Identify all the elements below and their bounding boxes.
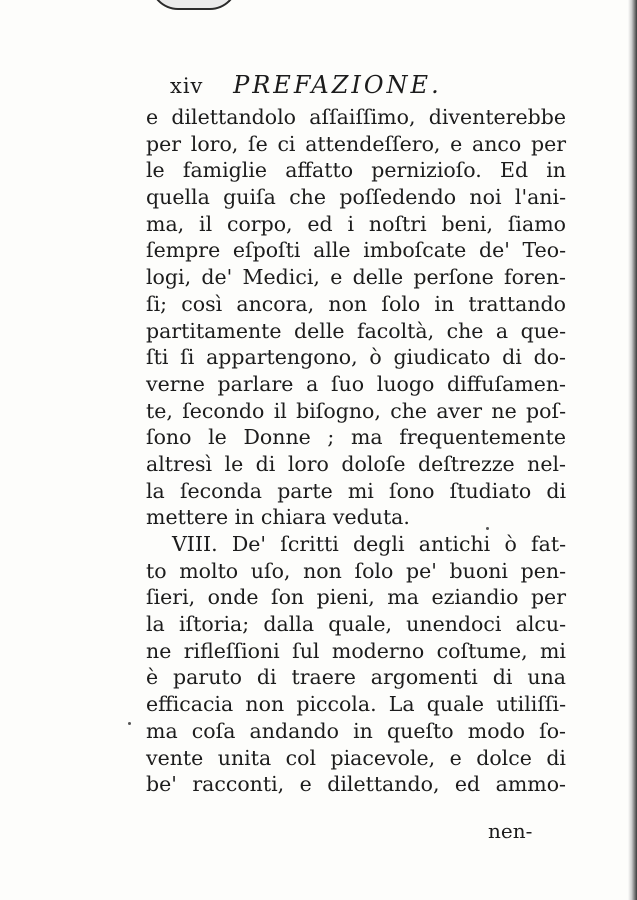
paragraph-end-line: mettere in chiara veduta.: [146, 505, 410, 530]
text-line: to molto uſo, non ſolo pe' buoni pen-: [146, 558, 566, 583]
text-line: ma coſa andando in queſto modo ſo-: [146, 718, 566, 743]
text-line: te, ſecondo il biſogno, che aver ne poſ-: [146, 398, 566, 423]
page-number: xiv: [170, 74, 204, 98]
text-line: ſti ſi appartengono, ò giudicato di do-: [146, 345, 566, 370]
text-line: ſono le Donne ; ma frequentemente: [146, 425, 566, 450]
catchword: nen-: [488, 819, 533, 843]
text-line: quella guiſa che poſſedendo noi l'ani-: [146, 185, 566, 210]
text-line: ſi; così ancora, non ſolo in trattando: [146, 291, 566, 316]
text-line: la iſtoria; dalla quale, unendoci alcu-: [146, 612, 566, 637]
text-line: partitamente delle facoltà, che a que-: [146, 318, 566, 343]
binding-hole: [150, 0, 238, 10]
text-line: la ſeconda parte mi ſono ſtudiato di: [146, 478, 566, 503]
running-title: PREFAZIONE.: [233, 71, 442, 99]
body-text: [146, 104, 566, 798]
page-header: [170, 68, 500, 102]
text-line: le famiglie affatto pernizioſo. Ed in: [146, 158, 566, 183]
text-line: ſieri, onde ſon pieni, ma eziandio per: [146, 585, 566, 610]
text-line: efficacia non piccola. La quale utiliſſi-: [146, 692, 566, 717]
text-line: ſempre eſpoſti alle imboſcate de' Teo-: [146, 238, 566, 263]
text-line: be' racconti, e dilettando, ed ammo-: [146, 772, 566, 797]
text-line: è paruto di traere argomenti di una: [146, 665, 566, 690]
text-line: verne parlare a ſuo luogo diffuſamen-: [146, 371, 566, 396]
text-line: ma, il corpo, ed i noſtri beni, ſiamo: [146, 211, 566, 236]
page-edge-shadow: [628, 0, 637, 900]
text-line: e dilettandolo aſſaiſſimo, diventerebbe: [146, 105, 566, 129]
text-line: altresì le di loro doloſe deſtrezze nel-: [146, 451, 566, 476]
text-line: ne rifleſſioni ſul moderno coſtume, mi: [146, 638, 566, 663]
ink-speck: [486, 527, 489, 530]
ink-speck: [128, 722, 131, 725]
text-line: logi, de' Medici, e delle perſone foren-: [146, 265, 566, 290]
section-start-line: VIII. De' ſcritti degli antichi ò fat-: [172, 532, 566, 556]
text-line: per loro, ſe ci attendeſſero, e anco per: [146, 131, 566, 156]
text-line: vente unita col piacevole, e dolce di: [146, 745, 566, 770]
